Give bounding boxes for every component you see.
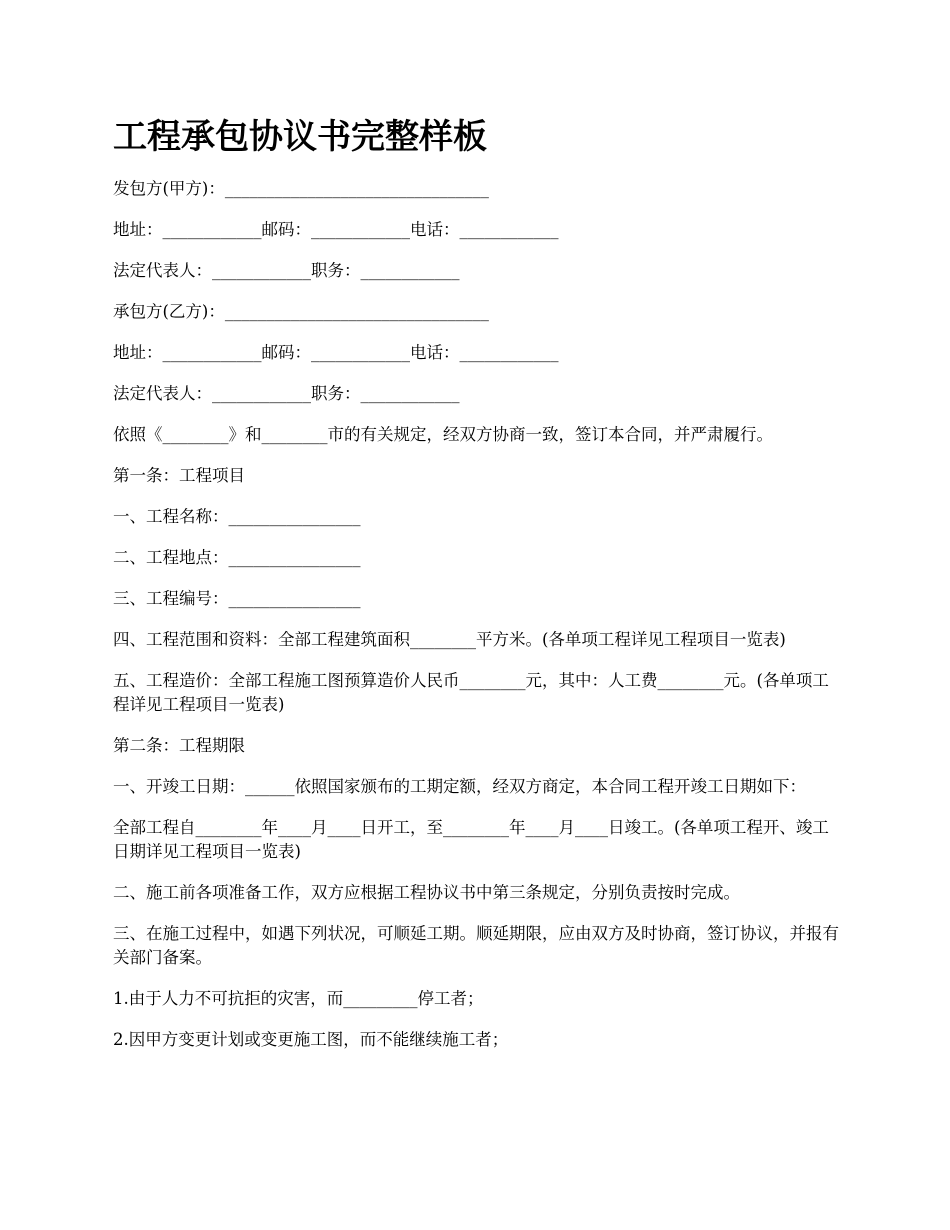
plan-change-item: 2.因甲方变更计划或变更施工图，而不能继续施工者； — [113, 1030, 509, 1049]
article-2-heading: 第二条：工程期限 — [113, 736, 245, 755]
force-majeure-item: 1.由于人力不可抗拒的灾害，而_________停工者； — [113, 989, 484, 1008]
project-cost-paragraph: 五、工程造价：全部工程施工图预算造价人民币________元，其中：人工费________元。(各单项工程详见工程项目一览表) — [113, 671, 829, 714]
party-b-address-line: 地址：____________邮码：____________电话：____________ — [113, 343, 559, 362]
document-title: 工程承包协议书完整样板 — [113, 117, 487, 157]
party-a-representative-line: 法定代表人：____________职务：____________ — [113, 261, 460, 280]
project-name-line: 一、工程名称：________________ — [113, 507, 361, 526]
project-number-line: 三、工程编号：________________ — [113, 589, 361, 608]
basis-paragraph: 依照《________》和________市的有关规定，经双方协商一致，签订本合同，并严肃履行。 — [113, 425, 773, 444]
party-b-representative-line: 法定代表人：____________职务：____________ — [113, 384, 460, 403]
project-scope-paragraph: 四、工程范围和资料：全部工程建筑面积________平方米。(各单项工程详见工程项目一览表) — [113, 630, 786, 649]
party-a-line: 发包方(甲方)：________________________________ — [113, 179, 489, 198]
article-1-heading: 第一条：工程项目 — [113, 466, 245, 485]
document-body — [113, 177, 843, 1069]
extension-paragraph: 三、在施工过程中，如遇下列状况，可顺延工期。顺延期限，应由双方及时协商，签订协议，并报有关部门备案。 — [113, 924, 839, 967]
preparation-paragraph: 二、施工前各项准备工作，双方应根据工程协议书中第三条规定，分别负责按时完成。 — [113, 883, 740, 902]
party-b-line: 承包方(乙方)：________________________________ — [113, 302, 489, 321]
start-end-date-paragraph: 一、开竣工日期：______依照国家颁布的工期定额，经双方商定，本合同工程开竣工日期如下： — [113, 777, 806, 796]
schedule-paragraph: 全部工程自________年____月____日开工，至________年____月____日竣工。(各单项工程开、竣工日期详见工程项目一览表) — [113, 818, 829, 861]
party-a-address-line: 地址：____________邮码：____________电话：____________ — [113, 220, 559, 239]
project-location-line: 二、工程地点：________________ — [113, 548, 361, 567]
